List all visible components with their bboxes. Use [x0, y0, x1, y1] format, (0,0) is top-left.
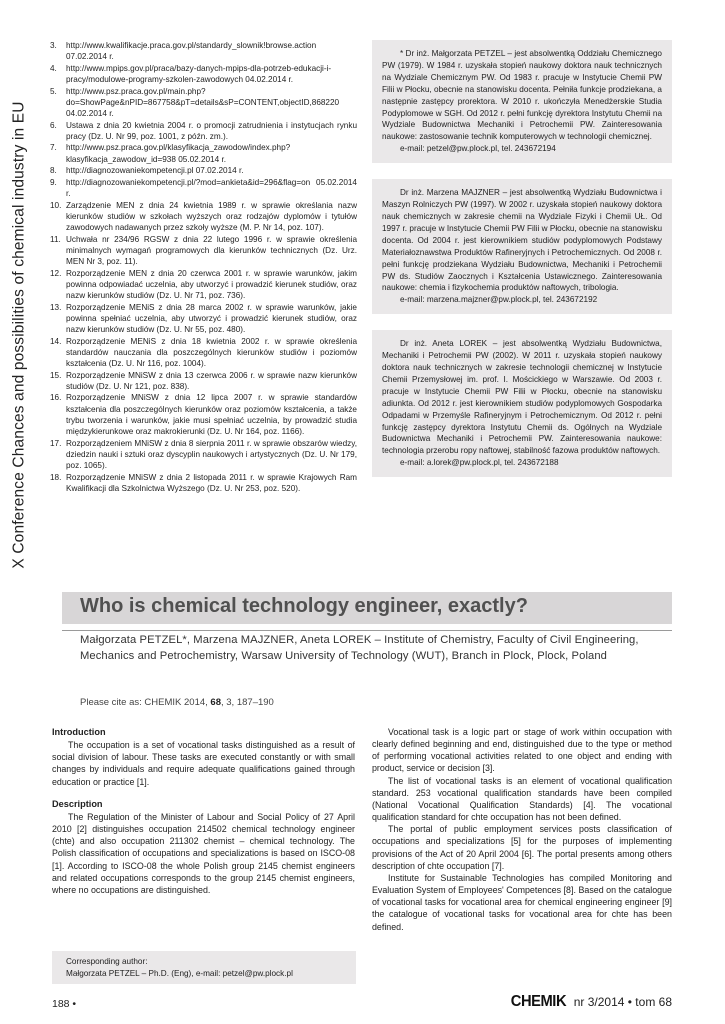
cite-suffix: , 3, 187–190 — [221, 697, 274, 708]
journal-footer — [506, 993, 672, 1011]
reference-text: http://www.mpips.gov.pl/praca/bazy-danych-mpips-dla-potrzeb-edukacji-i-pracy/modulowe-programy-szkolen-zawodowych 04.02.2014 r. — [66, 63, 332, 84]
author-contact: e-mail: marzena.majzner@pw.plock.pl, tel. 243672192 — [400, 295, 598, 305]
reference-text: http://www.psz.praca.gov.pl/main.php?do=ShowPage&nPID=867758&pT=details&sP=CONTENT,objectID,868220 04.02.2014 r. — [66, 86, 340, 118]
author-bio-box — [372, 40, 672, 163]
reference-text: Rozporządzenie MNiSW z dnia 12 lipca 2007 r. w sprawie standardów kształcenia dla poszczególnych kierunków oraz poziomów kształcenia, a także trybu tworzenia i warunków, jakie musi spełniać uczelnia, by prowadzić studia międzykierunkowe oraz makrokierunki (Dz. U. Nr 164, poz. 1166). — [66, 393, 357, 436]
reference-item — [50, 165, 357, 176]
reference-number: 13. — [50, 302, 62, 312]
reference-number: 14. — [50, 336, 62, 346]
reference-number: 9. — [50, 177, 57, 187]
article-title-bar — [62, 592, 672, 624]
corresponding-author-label: Corresponding author: — [66, 957, 148, 966]
reference-number: 4. — [50, 63, 57, 73]
reference-number: 7. — [50, 143, 57, 153]
reference-text: Uchwała nr 234/96 RGSW z dnia 22 lutego 1996 r. w sprawie określenia minimalnych wymagań programowych dla kierunków technicznych (Dz. Urz. MEN Nr 3, poz. 11). — [66, 234, 357, 266]
reference-item — [50, 63, 357, 85]
cite-prefix: Please cite as: CHEMIK 2014, — [80, 697, 211, 708]
reference-text: Rozporządzenie MNiSW z dnia 2 listopada 2011 r. w sprawie Krajowych Ram Kwalifikacji dla Szkolnictwa Wyższego (Dz. U. Nr 253, poz. 520). — [66, 472, 357, 493]
reference-number: 17. — [50, 438, 62, 448]
reference-item — [50, 142, 357, 164]
reference-number: 6. — [50, 120, 57, 130]
reference-item — [50, 302, 357, 336]
reference-list — [50, 40, 357, 494]
author-bio-text: Dr inż. Marzena MAJZNER – jest absolwentką Wydziału Budownictwa i Maszyn Rolniczych PW (1997). W 2002 r. uzyskała stopień naukowy doktora nauk chemicznych w zakresie chemii na Wydziale Fizyki i Chemii UŁ. Od 1997 r. pracuje w Instytucie Chemii PW Filii w Płocku, obecnie na stanowisku docenta. Od 2004 r. jest kierownikiem studiów podyplomowych Podstawy Materiałoznawstwa Produktów Rafineryjnych i Petrochemicznych. Od 2008 r. pełni funkcję prodziekana Wydziału Budownictwa, Mechaniki i Petrochemii PW ds. Studiów Zaocznych i Kształcenia Ustawicznego. Zainteresowania naukowe: chemia i fizykochemia produktów naftowych, tribologia. — [382, 188, 662, 293]
title-divider — [62, 630, 672, 631]
reference-text: Ustawa z dnia 20 kwietnia 2004 r. o promocji zatrudnienia i instytucjach rynku pracy (Dz. U. Nr 99, poz. 1001, z późn. zm.). — [66, 120, 357, 141]
reference-text: Rozporządzenie MENiS z dnia 18 kwietnia 2002 r. w sprawie określenia standardów nauczania dla poszczególnych kierunków studiów i poziomów kształcenia (Dz. U. Nr 116, poz. 1004). — [66, 336, 357, 368]
reference-item — [50, 234, 357, 268]
reference-item — [50, 268, 357, 302]
journal-brand: CHEMIK — [510, 993, 566, 1010]
reference-text: http://diagnozowaniekompetencji.pl 07.02.2014 r. — [66, 166, 244, 176]
body-left-column — [52, 726, 355, 896]
reference-text: Rozporządzenie MENiS z dnia 28 marca 2002 r. w sprawie warunków, jakie powinna spełniać uczelnia, aby utworzyć i prowadzić kierunek studiów, oraz nazw kierunków studiów (Dz. U. Nr 55, poz. 480). — [66, 302, 357, 334]
reference-item — [50, 472, 357, 494]
journal-issue: nr 3/2014 • tom 68 — [573, 995, 672, 1009]
author-bio-box — [372, 330, 672, 477]
reference-item — [50, 200, 357, 234]
cite-volume: 68 — [210, 697, 221, 708]
side-banner-text: X Conference Chances and possibilities of chemical industry in EU — [11, 101, 29, 569]
corresponding-author-box — [52, 951, 356, 984]
body-paragraph: Institute for Sustainable Technologies has compiled Monitoring and Evaluation System of Employees' Competences [8]. Based on the catalogue of vocational tasks for vocational area for chemical engineering engineer [9] the catalogue of vocational tasks for vocational area for chte has been defined. — [372, 872, 672, 932]
author-bio-text: Dr inż. Aneta LOREK – jest absolwentką Wydziału Budownictwa, Mechaniki i Petrochemii PW (2002). W 2011 r. uzyskała stopień naukowy doktora nauk technicznych w zakresie technologii chemicznej w Instytucie Chemii Przemysłowej im. prof. I. Mościckiego w Warszawie. Od 2003 r. pracuje w Instytucie Chemii PW Filii w Płocku, obecnie na stanowisku adiunkta. Od 2012 r. jest kierownikiem studiów podyplomowych Gospodarka Odpadami w Przemyśle Rafineryjnym i Petrochemicznym. Od 2012 r. pełni funkcję zastępcy dyrektora Instytutu Chemii ds. Ogólnych na Wydziale Budownictwa Mechaniki i Petrochemii PW. Zainteresowania naukowe: technologia przerobu ropy naftowej, stabilność fazowa produktów naftowych. — [382, 339, 662, 456]
reference-text: Rozporządzeniem MNiSW z dnia 8 sierpnia 2011 r. w sprawie obszarów wiedzy, dziedzin nauki i sztuki oraz dyscyplin naukowych i artystycznych (Dz. U. Nr 179, poz. 1065). — [66, 438, 357, 470]
reference-item — [50, 40, 357, 62]
body-paragraph: Vocational task is a logic part or stage of work within occupation with clearly defined beginning and end, distinguished due to the type or method of performing vocational activities related to one object and ending with product, service or decision [3]. — [372, 727, 672, 774]
citation-line — [80, 697, 480, 708]
reference-item — [50, 86, 357, 120]
reference-text: http://www.psz.praca.gov.pl/klasyfikacja_zawodow/index.php?klasyfikacja_zawodow_id=938 05.02.2014 r. — [66, 143, 291, 164]
body-paragraph: The portal of public employment services posts classification of occupations and specializations [5] for the purposes of implementing provisions of the Act of 20 April 2004 [6]. The portal presents among others description of chte occupation [7]. — [372, 824, 672, 871]
author-affiliation: Małgorzata PETZEL*, Marzena MAJZNER, Aneta LOREK – Institute of Chemistry, Faculty of Civil Engineering, Mechanics and Petrochemistry, Warsaw University of Technology (WUT), Branch in Plock, Plock, Poland — [80, 634, 639, 662]
reference-text: Zarządzenie MEN z dnia 24 kwietnia 1989 r. w sprawie określania nazw kierunków studiów w szkołach wyższych oraz rodzajów dyplomów i tytułów zawodowych nadawanych przez szkoły wyższe (M. P. Nr 14, poz. 107). — [66, 200, 357, 232]
article-title: Who is chemical technology engineer, exactly? — [80, 595, 528, 617]
reference-number: 12. — [50, 268, 62, 278]
reference-item — [50, 336, 357, 370]
reference-text: Rozporządzenie MEN z dnia 20 czerwca 2001 r. w sprawie warunków, jakim powinna odpowiadać uczelnia, aby utworzyć i prowadzić kierunek studiów, oraz nazw kierunków studiów (Dz. U. Nr 71, poz. 736). — [66, 268, 357, 300]
author-contact: e-mail: petzel@pw.plock.pl, tel. 243672194 — [400, 144, 556, 154]
reference-number: 16. — [50, 393, 62, 403]
reference-number: 3. — [50, 41, 57, 50]
reference-text: http://diagnozowaniekompetencji.pl/?mod=ankieta&id=296&flag=on 05.02.2014 r. — [66, 177, 357, 198]
reference-item — [50, 177, 357, 199]
reference-item — [50, 370, 357, 392]
author-bio-box — [372, 179, 672, 314]
reference-number: 11. — [50, 234, 61, 244]
description-heading: Description — [52, 798, 103, 809]
reference-item — [50, 120, 357, 142]
body-right-column — [372, 726, 672, 933]
reference-text: Rozporządzenie MNiSW z dnia 13 czerwca 2006 r. w sprawie nazw kierunków studiów (Dz. U. Nr 121, poz. 838). — [66, 370, 357, 391]
author-contact: e-mail: a.lorek@pw.plock.pl, tel. 243672188 — [400, 458, 559, 468]
reference-number: 8. — [50, 166, 57, 176]
author-bios — [372, 40, 672, 493]
reference-number: 15. — [50, 370, 62, 380]
reference-item — [50, 392, 357, 437]
corresponding-author-text: Małgorzata PETZEL – Ph.D. (Eng), e-mail: petzel@pw.plock.pl — [66, 968, 293, 978]
body-paragraph: The list of vocational tasks is an element of vocational qualification standard. 253 vocational qualification standards have been compiled (National Vocational Qualification Standards) [4]. The vocational qualification standard for chte occupation has not been defined. — [372, 775, 672, 823]
description-paragraph: The Regulation of the Minister of Labour and Social Policy of 27 April 2010 [2] distinguishes occupation 214502 chemical technology engineer (chte) and also occupation 211302 chemist – chemical technology. The Polish classification of occupations and specializations is based on ISCO-08 [1]. According to ISCO-08 the whole Polish group 2145 chemist engineers and related occupations corresponds to the group 2145 chemist engineers, where no occupations are distinguished. — [52, 811, 355, 895]
reference-number: 18. — [50, 472, 62, 482]
reference-number: 5. — [50, 86, 57, 96]
intro-paragraph: The occupation is a set of vocational tasks distinguished as a result of social division of labour. These tasks are executed constantly or with small changes by individuals and require adequate qualifications gained through education or practice [1]. — [52, 740, 355, 787]
author-bio-text: * Dr inż. Małgorzata PETZEL – jest absolwentką Oddziału Chemicznego PW (1979). W 1984 r. uzyskała stopień naukowy doktora nauk technicznych na Wydziale Chemicznym PW. Od 1983 r. pracuje w Instytucie Chemii PW Filii w Płocku, obecnie na stanowisku docenta. Pełniła funkcje prodziekana, a następnie zastępcy prorektora. W 2010 r. ukończyła Menedżerskie Studia Podyplomowe w SGH. Od 2012 r. pełni funkcję dyrektora Instytutu Chemii na Wydziale Budownictwa Mechaniki i Petrochemii PW. Zainteresowania naukowe: zastosowanie technik komputerowych w technologii chemicznej. — [382, 49, 662, 142]
reference-text: http://www.kwalifikacje.praca.gov.pl/standardy_slownik!browse.action 07.02.2014 r. — [66, 41, 317, 62]
reference-item — [50, 438, 357, 472]
intro-heading: Introduction — [52, 727, 106, 737]
page-number: 188 • — [52, 998, 77, 1010]
conference-side-banner — [6, 40, 34, 630]
reference-number: 10. — [50, 200, 62, 210]
